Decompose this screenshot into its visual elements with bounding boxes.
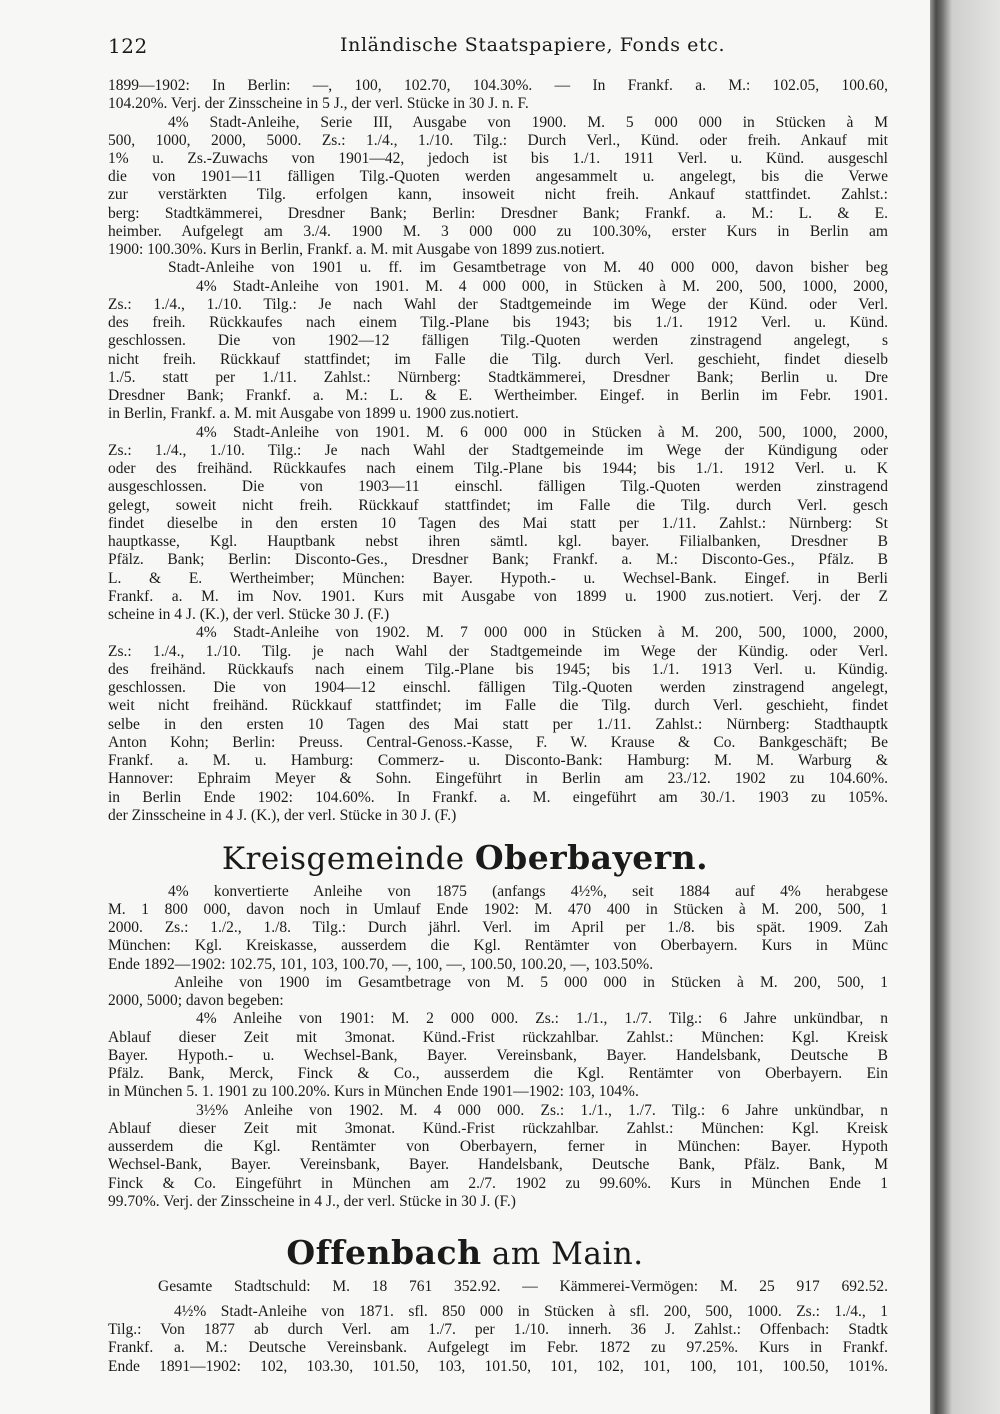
text-line: geschlossen. Die von 1904—12 einschl. fälligen Tilg.-Quoten werden zinstragend angelegt, xyxy=(108,679,888,696)
page-number: 122 xyxy=(108,34,148,58)
text-line: oder des freihänd. Rückkaufes nach einem Tilg.-Plane bis 1944; bis 1./1. 1912 Verl. u. K xyxy=(108,460,888,477)
text-line: selbe in den ersten 10 Tagen des Mai statt per 1./11. Zahlst.: Nürnberg: Stadthauptk xyxy=(108,716,888,733)
section-title-suffix: am Main. xyxy=(481,1236,644,1272)
text-line: in Berlin Ende 1902: 104.60%. In Frankf. a. M. eingeführt am 30./1. 1903 zu 105%. xyxy=(108,789,888,806)
text-line: Frankf. a. M. u. Hamburg: Commerz- u. Disconto-Bank: Hamburg: M. M. Warburg & xyxy=(108,752,888,769)
text-line: Anton Kohn; Berlin: Preuss. Central-Genoss.-Kasse, F. W. Krause & Co. Bankgeschäft; Be xyxy=(108,734,888,751)
text-line: 1./5. statt per 1./11. Zahlst.: Nürnberg: Stadtkämmerei, Dresdner Bank; Berlin u. Dre xyxy=(108,369,888,386)
text-line: Finck & Co. Eingeführt in München am 2./7. 1902 zu 99.60%. Kurs in München Ende 1 xyxy=(108,1175,888,1192)
text-line: Gesamte Stadtschuld: M. 18 761 352.92. — Kämmerei-Vermögen: M. 25 917 692.52. xyxy=(158,1278,888,1295)
text-line: München: Kgl. Kreiskasse, ausserdem die Kgl. Rentämter von Oberbayern. Kurs in Münc xyxy=(108,937,888,954)
section-title-offenbach xyxy=(0,1233,930,1272)
text-line: Ablauf dieser Zeit mit 3monat. Künd.-Frist rückzahlbar. Zahlst.: München: Kgl. Kreisk xyxy=(108,1120,888,1137)
text-line: Ablauf dieser Zeit mit 3monat. Künd.-Frist rückzahlbar. Zahlst.: München: Kgl. Kreisk xyxy=(108,1029,888,1046)
text-line: 99.70%. Verj. der Zinsscheine in 4 J., der verl. Stücke in 30 J. (F.) xyxy=(108,1193,516,1210)
text-line: ausgeschlossen. Die von 1903—11 einschl. fälligen Tilg.-Quoten werden zinstragend xyxy=(108,478,888,495)
text-line: Dresdner Bank; Frankf. a. M.: L. & E. Wertheimber. Eingef. in Berlin im Febr. 1901. xyxy=(108,387,888,404)
section-title-prefix: Kreisgemeinde xyxy=(221,841,475,877)
text-line: findet dieselbe in den ersten 10 Tagen des Mai statt per 1./11. Zahlst.: Nürnberg: St xyxy=(108,515,888,532)
text-line: 4% Stadt-Anleihe von 1902. M. 7 000 000 in Stücken à M. 200, 500, 1000, 2000, xyxy=(196,624,888,641)
page-header xyxy=(108,34,888,58)
text-line: nicht freih. Rückkauf stattfindet; im Falle die Tilg. durch Verl. geschieht, findet dieselb xyxy=(108,351,888,368)
text-line: Bayer. Hypoth.- u. Wechsel-Bank, Bayer. Vereinsbank, Bayer. Handelsbank, Deutsche B xyxy=(108,1047,888,1064)
section-title-main: Offenbach xyxy=(286,1233,482,1272)
section-title-oberbayern xyxy=(0,838,930,877)
text-line: Wechsel-Bank, Bayer. Vereinsbank, Bayer. Handelsbank, Deutsche Bank, Pfälz. Bank, M xyxy=(108,1156,888,1173)
text-line: 4% Anleihe von 1901: M. 2 000 000. Zs.: 1./1., 1./7. Tilg.: 6 Jahre unkündbar, n xyxy=(196,1010,888,1027)
text-line: scheine in 4 J. (K.), der verl. Stücke 30 J. (F.) xyxy=(108,606,390,623)
text-line: L. & E. Wertheimber; München: Bayer. Hypoth.- u. Wechsel-Bank. Eingef. in Berli xyxy=(108,570,888,587)
text-line: Zs.: 1./4., 1./10. Tilg.: Je nach Wahl der Stadtgemeinde im Wege der Künd. oder Verl. xyxy=(108,296,888,313)
text-line: die von 1901—11 fälligen Tilg.-Quoten werden angesammelt u. angelegt, bis die Verwe xyxy=(108,168,888,185)
text-line: 2000, 5000; davon begeben: xyxy=(108,992,284,1009)
text-line: 1900: 100.30%. Kurs in Berlin, Frankf. a. M. mit Ausgabe von 1899 zus.notiert. xyxy=(108,241,605,258)
section-title-main: Oberbayern. xyxy=(474,838,709,877)
text-line: 4% konvertierte Anleihe von 1875 (anfangs 4½%, seit 1884 auf 4% herabgese xyxy=(168,883,888,900)
text-line: des freih. Rückkaufes nach einem Tilg.-Plane bis 1943; bis 1./1. 1912 Verl. u. Künd. xyxy=(108,314,888,331)
text-line: Hannover: Ephraim Meyer & Sohn. Eingeführt in Berlin am 23./12. 1902 zu 104.60%. xyxy=(108,770,888,787)
text-line: Ende 1891—1902: 102, 103.30, 101.50, 103, 101.50, 101, 102, 101, 100, 101, 100.50, 101%. xyxy=(108,1358,888,1375)
text-line: Stadt-Anleihe von 1901 u. ff. im Gesamtbetrage von M. 40 000 000, davon bisher beg xyxy=(168,259,888,276)
binding-gutter xyxy=(930,0,1000,1414)
text-line: Pfälz. Bank; Berlin: Disconto-Ges., Dresdner Bank; Frankf. a. M.: Disconto-Ges., Pfälz. B xyxy=(108,551,888,568)
text-line: zur verstärkten Tilg. erfolgen kann, insoweit nicht freih. Ankauf stattfindet. Zahlst.: xyxy=(108,186,888,203)
text-line: in München 5. 1. 1901 zu 100.20%. Kurs in München Ende 1901—1902: 103, 104%. xyxy=(108,1083,639,1100)
text-line: 4% Stadt-Anleihe von 1901. M. 6 000 000 in Stücken à M. 200, 500, 1000, 2000, xyxy=(196,424,888,441)
text-line: des freihänd. Rückkaufs nach einem Tilg.-Plane bis 1945; bis 1./1. 1913 Verl. u. Kündig. xyxy=(108,661,888,678)
text-line: gelegt, soweit nicht freih. Rückkauf stattfindet; im Falle die Tilg. durch Verl. gesch xyxy=(108,497,888,514)
text-line: berg: Stadtkämmerei, Dresdner Bank; Berlin: Dresdner Bank; Frankf. a. M.: L. & E. xyxy=(108,205,888,222)
running-title: Inländische Staatspapiere, Fonds etc. xyxy=(340,34,726,56)
text-line: Frankf. a. M. im Nov. 1901. Kurs mit Ausgabe von 1899 u. 1900 zus.notiert. Verj. der Z xyxy=(108,588,888,605)
text-line: 4% Stadt-Anleihe, Serie III, Ausgabe von 1900. M. 5 000 000 in Stücken à M xyxy=(168,114,888,131)
text-line: Tilg.: Von 1877 ab durch Verl. am 1./7. per 1./10. innerh. 36 J. Zahlst.: Offenbach: Stadtk xyxy=(108,1321,888,1338)
text-line: hauptkasse, Kgl. Hauptbank nebst ihren sämtl. kgl. bayer. Filialbanken, Dresdner B xyxy=(108,533,888,550)
text-line: ausserdem die Kgl. Rentämter von Oberbayern, ferner in München: Bayer. Hypoth xyxy=(108,1138,888,1155)
text-line: Pfälz. Bank, Merck, Finck & Co., ausserdem die Kgl. Rentämter von Oberbayern. Ein xyxy=(108,1065,888,1082)
text-line: 4% Stadt-Anleihe von 1901. M. 4 000 000, in Stücken à M. 200, 500, 1000, 2000, xyxy=(196,278,888,295)
text-line: 2000. Zs.: 1./2., 1./8. Tilg.: Durch jährl. Verl. im April per 1./8. bis spät. 1909. Zah xyxy=(108,919,888,936)
text-line: weit nicht freihänd. Rückkauf stattfindet; im Falle die Tilg. durch Verl. geschieht, findet xyxy=(108,697,888,714)
text-line: 3½% Anleihe von 1902. M. 4 000 000. Zs.: 1./1., 1./7. Tilg.: 6 Jahre unkündbar, n xyxy=(196,1102,888,1119)
text-line: Anleihe von 1900 im Gesamtbetrage von M. 5 000 000 in Stücken à M. 200, 500, 1 xyxy=(174,974,888,991)
text-line: 4½% Stadt-Anleihe von 1871. sfl. 850 000 in Stücken à sfl. 200, 500, 1000. Zs.: 1./4., 1 xyxy=(174,1303,888,1320)
text-line: in Berlin, Frankf. a. M. mit Ausgabe von 1899 u. 1900 zus.notiert. xyxy=(108,405,519,422)
text-line: Zs.: 1./4., 1./10. Tilg. je nach Wahl der Stadtgemeinde im Wege der Kündig. oder Verl. xyxy=(108,643,888,660)
text-line: 1899—1902: In Berlin: —, 100, 102.70, 104.30%. — In Frankf. a. M.: 102.05, 100.60, xyxy=(108,77,888,94)
text-line: 1% u. Zs.-Zuwachs von 1901—42, jedoch ist bis 1./1. 1911 Verl. u. Künd. ausgeschl xyxy=(108,150,888,167)
text-line: 500, 1000, 2000, 5000. Zs.: 1./4., 1./10. Tilg.: Durch Verl., Künd. oder freih. Ankauf mit xyxy=(108,132,888,149)
text-line: geschlossen. Die von 1902—12 fälligen Tilg.-Quoten werden zinstragend angelegt, s xyxy=(108,332,888,349)
text-line: Ende 1892—1902: 102.75, 101, 103, 100.70, —, 100, —, 100.50, 100.20, —, 103.50%. xyxy=(108,956,654,973)
text-line: M. 1 800 000, davon noch in Umlauf Ende 1902: M. 470 400 in Stücken à M. 200, 500, 1 xyxy=(108,901,888,918)
text-line: Frankf. a. M.: Deutsche Vereinsbank. Aufgelegt im Febr. 1872 zu 97.25%. Kurs in Frankf. xyxy=(108,1339,888,1356)
text-line: heimber. Aufgelegt am 3./4. 1900 M. 3 000 000 zu 100.30%, erster Kurs in Berlin am xyxy=(108,223,888,240)
text-line: Zs.: 1./4., 1./10. Tilg.: Je nach Wahl der Stadtgemeinde im Wege der Kündigung oder xyxy=(108,442,888,459)
text-line: der Zinsscheine in 4 J. (K.), der verl. Stücke in 30 J. (F.) xyxy=(108,807,457,824)
text-line: 104.20%. Verj. der Zinsscheine in 5 J., der verl. Stücke in 30 J. n. F. xyxy=(108,95,529,112)
